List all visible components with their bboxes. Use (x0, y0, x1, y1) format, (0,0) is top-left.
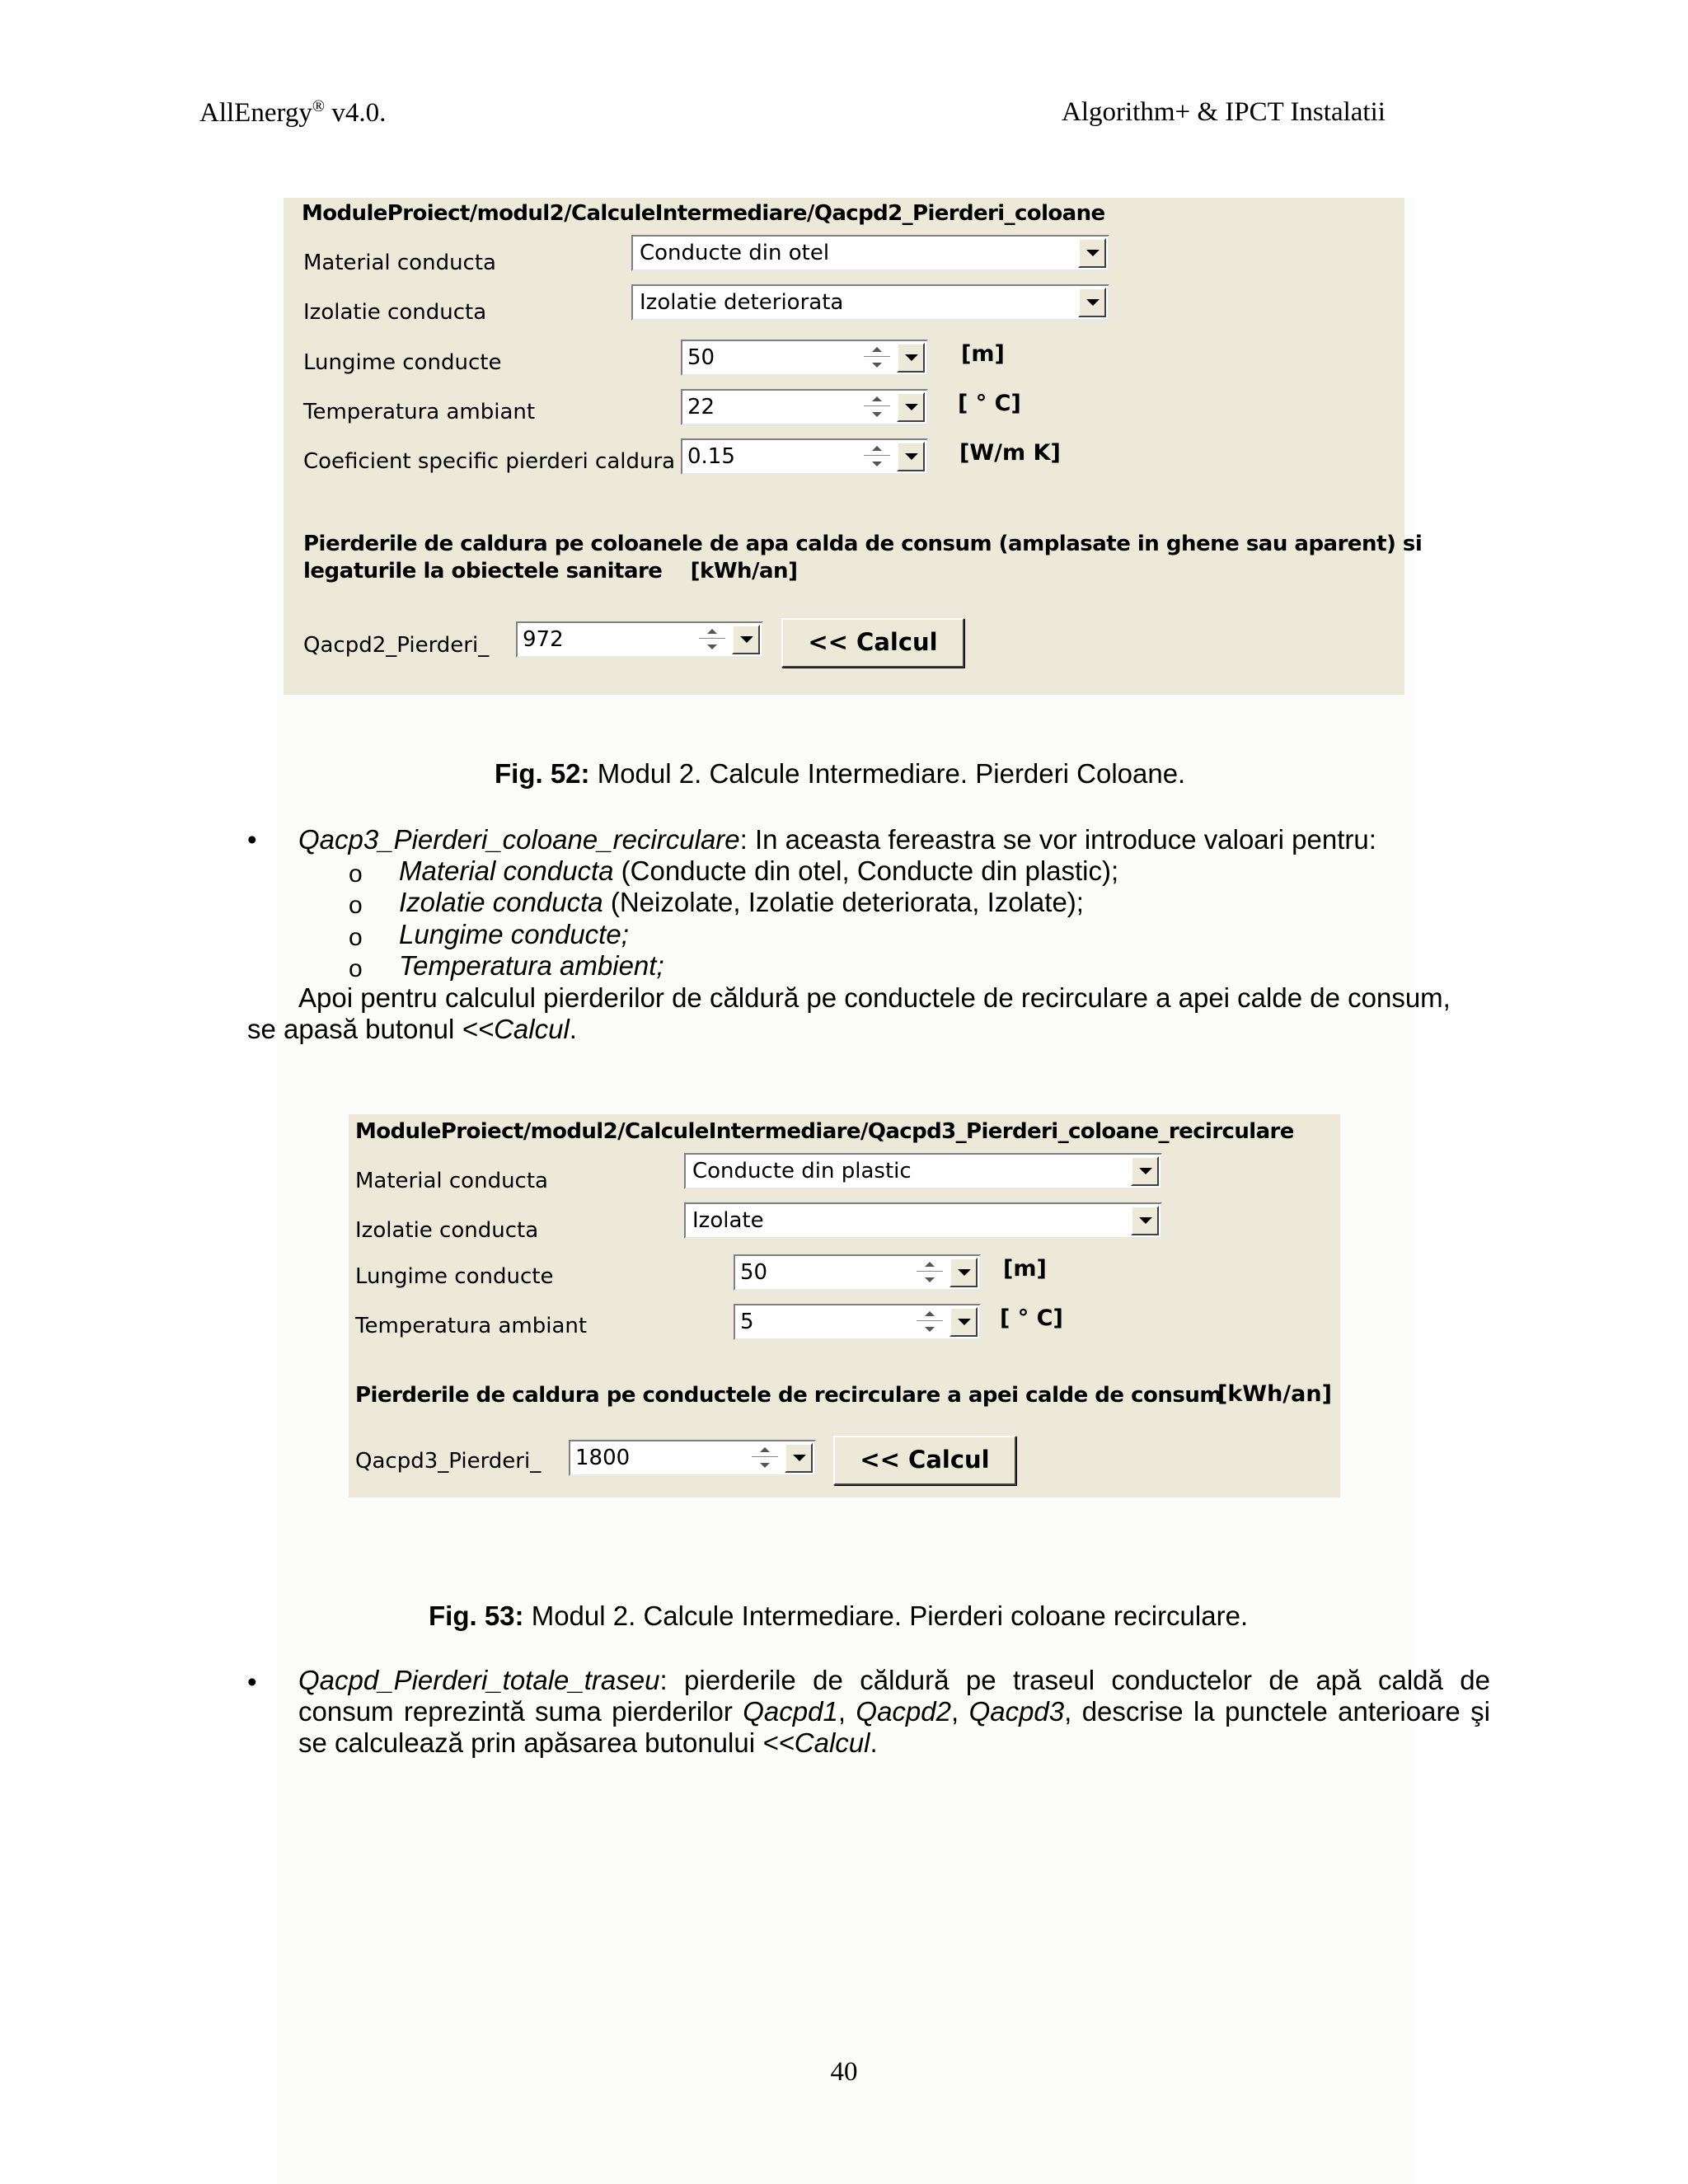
chevron-down-icon[interactable] (785, 1443, 813, 1473)
coef-label: Coeficient specific pierderi caldura (303, 449, 676, 474)
result-spinner[interactable]: 972 (516, 621, 763, 658)
temp-unit: [ ° C] (958, 391, 1021, 416)
result-spinner[interactable]: 1800 (569, 1440, 816, 1476)
chevron-down-icon[interactable] (897, 442, 925, 471)
lungime-spinner[interactable]: 50 (681, 340, 928, 376)
chevron-down-icon[interactable] (1131, 1206, 1159, 1235)
window-path: ModuleProiect/modul2/CalculeIntermediare/Qacpd2_Pierderi_coloane (302, 201, 1105, 226)
window-path: ModuleProiect/modul2/CalculeIntermediare/Qacpd3_Pierderi_coloane_recirculare (355, 1119, 1294, 1144)
spin-arrows-icon[interactable] (913, 1258, 946, 1287)
chevron-down-icon[interactable] (950, 1307, 978, 1337)
fig53-caption: Fig. 53: Modul 2. Calcule Intermediare. Pierderi coloane recirculare. (429, 1601, 1249, 1631)
bullet2-paragraph: Qacpd_Pierderi_totale_traseu: pierderile de căldură pe traseul conductelor de apă caldă de consum reprezintă suma pierderilor Qacpd1, Qacpd2, Qacpd3, descrise la punctele anterioare şi se calculează prin apăsarea butonului <<Calcul. (298, 1665, 1490, 1758)
chevron-down-icon[interactable] (950, 1258, 978, 1287)
sub-marker: o (349, 892, 363, 919)
paragraph-line1: Apoi pentru calculul pierderilor de căldură pe conductele de recirculare a apei calde de consum, (298, 982, 1451, 1013)
bullet1-text: Qacp3_Pierderi_coloane_recirculare: In aceasta fereastra se vor introduce valoari pentru: (298, 824, 1376, 855)
material-label: Material conducta (355, 1169, 548, 1193)
temp-label: Temperatura ambiant (355, 1314, 588, 1338)
chevron-down-icon[interactable] (1078, 288, 1106, 317)
qacpd2-window (284, 198, 1423, 695)
subitem-3: Lungime conducte; (399, 919, 629, 949)
fig52-caption: Fig. 52: Modul 2. Calcule Intermediare. Pierderi Coloane. (495, 758, 1186, 789)
sub-marker: o (349, 860, 363, 888)
page-number: 40 (830, 2057, 858, 2087)
izolatie-combo[interactable]: Izolate (684, 1202, 1162, 1239)
lungime-unit: [m] (1003, 1256, 1047, 1282)
coef-spinner[interactable]: 0.15 (681, 438, 928, 475)
description: Pierderile de caldura pe coloanele de apa calda de consum (amplasate in ghene sau aparent) si legaturile la obiectele sanitare [kWh/an] (303, 532, 1423, 583)
material-combo[interactable]: Conducte din otel (631, 235, 1109, 271)
lungime-label: Lungime conducte (355, 1264, 554, 1289)
spin-arrows-icon[interactable] (860, 343, 893, 373)
chevron-down-icon[interactable] (897, 343, 925, 373)
temp-spinner[interactable]: 22 (681, 389, 928, 425)
header-right: Algorithm+ & IPCT Instalatii (1062, 97, 1386, 127)
spin-arrows-icon[interactable] (860, 392, 893, 422)
chevron-down-icon[interactable] (732, 625, 760, 654)
bullet-symbol: • (247, 824, 257, 855)
paragraph-line2: se apasă butonul <<Calcul. (247, 1014, 577, 1044)
material-label: Material conducta (303, 251, 496, 275)
spin-arrows-icon[interactable] (860, 442, 893, 471)
izolatie-combo[interactable]: Izolatie deteriorata (631, 284, 1109, 321)
lungime-label: Lungime conducte (303, 350, 502, 375)
description: Pierderile de caldura pe conductele de recirculare a apei calde de consum (355, 1383, 1221, 1408)
qacpd3-window (349, 1114, 1340, 1497)
bullet-symbol: • (247, 1666, 257, 1697)
subitem-4: Temperatura ambient; (399, 950, 664, 981)
chevron-down-icon[interactable] (1078, 238, 1106, 268)
lungime-unit: [m] (961, 341, 1005, 367)
sub-marker: o (349, 955, 363, 982)
description-unit: [kWh/an] (1217, 1381, 1332, 1407)
subitem-1: Material conducta (Conducte din otel, Conducte din plastic); (399, 855, 1119, 886)
result-label: Qacpd3_Pierderi_ (355, 1449, 542, 1474)
izolatie-label: Izolatie conducta (303, 300, 487, 325)
chevron-down-icon[interactable] (1131, 1156, 1159, 1186)
izolatie-label: Izolatie conducta (355, 1218, 539, 1243)
chevron-down-icon[interactable] (897, 392, 925, 422)
header-left: AllEnergy® v4.0. (199, 97, 387, 128)
subitem-2: Izolatie conducta (Neizolate, Izolatie deteriorata, Izolate); (399, 887, 1084, 917)
calcul-button[interactable]: << Calcul (781, 618, 964, 668)
lungime-spinner[interactable]: 50 (734, 1254, 981, 1291)
temp-spinner[interactable]: 5 (734, 1304, 981, 1340)
spin-arrows-icon[interactable] (913, 1307, 946, 1337)
spin-arrows-icon[interactable] (696, 625, 729, 654)
coef-unit: [W/m K] (959, 440, 1061, 466)
sub-marker: o (349, 924, 363, 951)
temp-unit: [ ° C] (1000, 1305, 1063, 1331)
material-combo[interactable]: Conducte din plastic (684, 1153, 1162, 1189)
spin-arrows-icon[interactable] (748, 1443, 781, 1473)
calcul-button[interactable]: << Calcul (833, 1436, 1016, 1485)
result-label: Qacpd2_Pierderi_ (303, 633, 490, 658)
temp-label: Temperatura ambiant (303, 400, 536, 424)
